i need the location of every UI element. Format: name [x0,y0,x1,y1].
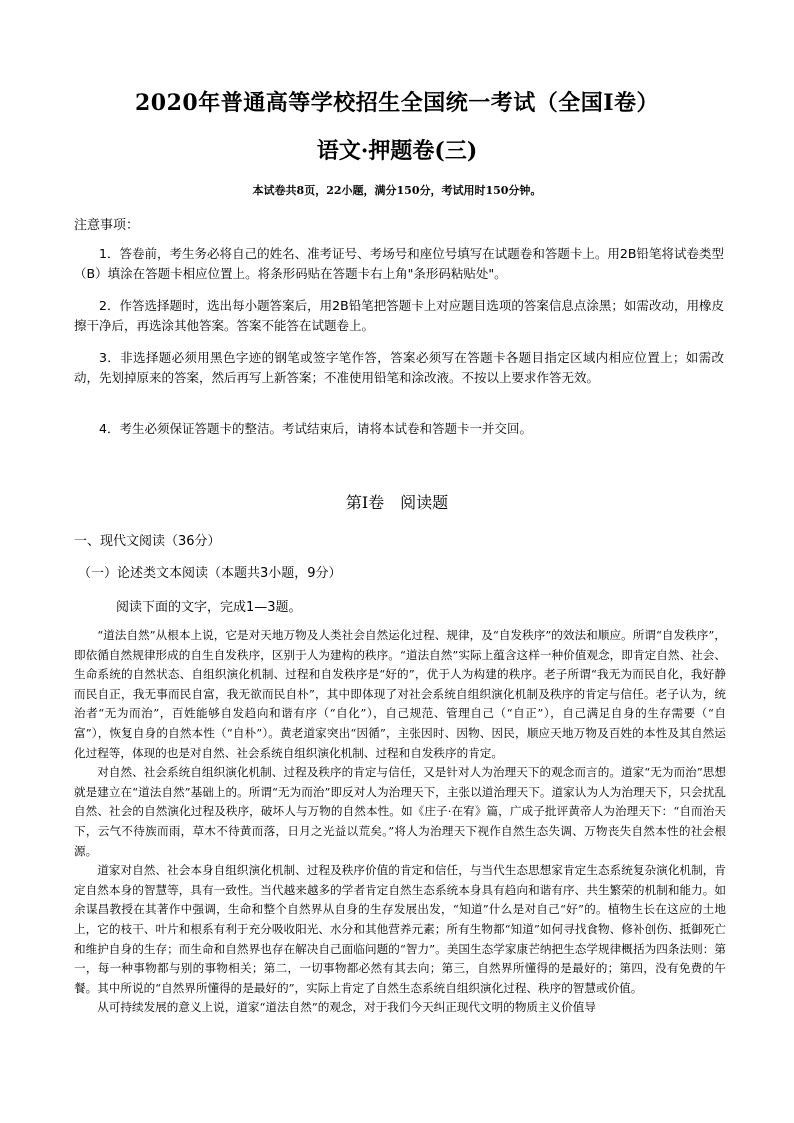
exam-title: 2020年普通高等学校招生全国统一考试（全国I卷） [134,90,660,116]
part-title: 一、现代文阅读（36分） [74,534,221,549]
exam-info: 本试卷共8页，22小题，满分150分，考试用时150分钟。 [252,184,542,197]
notice-item: 3．非选择题必须用黑色字迹的钢笔或签字笔作答，答案必须写在答题卡各题目指定区域内相应位置上；如需改动，先划掉原来的答案，然后再写上新答案；不准使用铅笔和涂改液。不按以上要求作答无效。 [74,350,724,385]
section-title [0,490,794,513]
passage-paragraph: 道家对自然、社会本身自组织演化机制、过程及秩序价值的肯定和信任，与当代生态思想家肯定生态系统复杂演化机制，肯定自然本身的智慧等，具有一致性。当代越来越多的学者肯定自然生态系统本身具有趋向和谐有序、共生繁荣的机制和能力。如余谋昌教授在其著作中强调，生命和整个自然界从自身的生存发展出发，“知道”什么是对自己“好”的。植物生长在这应的土地上，它的枝干、叶片和根系有利于充分吸收阳光、水分和其他营养元素；所有生物都“知道”如何寻找食物、修补创伤、抵御死亡和维护自身的生存；而生命和自然界也存在解决自己面临问题的“智力”。美国生态学家康芒纳把生态学规律概括为四条法则：第一，每一种事物都与别的事物相关；第二，一切事物都必然有其去向；第三，自然界所懂得的是最好的；第四，没有免费的午餐。其中所说的“自然界所懂得的是最好的”，实际上肯定了自然生态系统自组织演化过程、秩序的智慧或价值。 [74,863,726,995]
notice-item: 1．答卷前，考生务必将自己的姓名、准考证号、考场号和座位号填写在试题卷和答题卡上。用2B铅笔将试卷类型（B）填涂在答题卡相应位置上。将条形码贴在答题卡右上角"条形码粘贴处"。 [74,246,724,281]
passage-paragraph: 对自然、社会系统自组织演化机制、过程及秩序的肯定与信任，又是针对人为治理天下的观念而言的。道家“无为而治”思想就是建立在“道法自然”基础上的。所谓“无为而治”即反对人为治理天下，主张以道治理天下。道家认为人为治理天下，只会扰乱自然、社会的自然演化过程及秩序，破坏人与万物的自然本性。如《庄子·在宥》篇，广成子批评黄帝人为治理天下：“自而治天下，云气不待族而雨，草木不待黄而落，日月之光益以荒矣。”将人为治理天下视作自然生态失调、万物丧失自然本性的社会根源。 [74,765,726,858]
notice-label: 注意事项： [74,218,140,233]
passage-paragraph: “道法自然”从根本上说，它是对天地万物及人类社会自然运化过程、规律，及“自发秩序”的效法和顺应。所谓“自发秩序”，即依循自然规律形成的自生自发秩序，区别于人为建构的秩序。“道法自然”实际上蕴含这样一种价值观念，即肯定自然、社会、生命系统的自然状态、自组织演化机制、过程和自发秩序是“好的”，优于人为构建的秩序。老子所谓“我无为而民自化，我好静而民自正，我无事而民自富，我无欲而民自朴”，其中即体现了对社会系统自组织演化机制及秩序的肯定与信任。老子认为，统治者“无为而治”，百姓能够自发趋向和谐有序（“自化”），自己规范、管理自己（“自正”），自己满足自身的生存需要（“自富”），恢复自身的自然本性（“自朴”）。黄老道家突出“因循”，主张因时、因物、因民，顺应天地万物及百姓的本性及其自然运化过程等，体现的也是对自然、社会系统自组织演化机制、过程和自发秩序的肯定。 [74,628,726,760]
section-title-name: 阅读题 [400,493,449,512]
reading-passage [74,626,726,1018]
reading-instruction: 阅读下面的文字，完成1—3题。 [116,600,302,615]
notice-item: 2．作答选择题时，选出每小题答案后，用2B铅笔把答题卡上对应题目选项的答案信息点涂黑；如需改动，用橡皮擦干净后，再选涂其他答案。答案不能答在试题卷上。 [74,298,724,333]
passage-paragraph: 从可持续发展的意义上说，道家“道法自然”的观念，对于我们今天纠正现代文明的物质主义价值导 [97,1000,596,1015]
subpart-title: （一）论述类文本阅读（本题共3小题，9分） [78,566,342,581]
notice-item: 4．考生必须保证答题卡的整洁。考试结束后，请将本试卷和答题卡一并交回。 [99,421,532,436]
exam-subtitle: 语文·押题卷(三) [316,138,478,164]
section-title-volume: 第I卷 [345,493,385,512]
